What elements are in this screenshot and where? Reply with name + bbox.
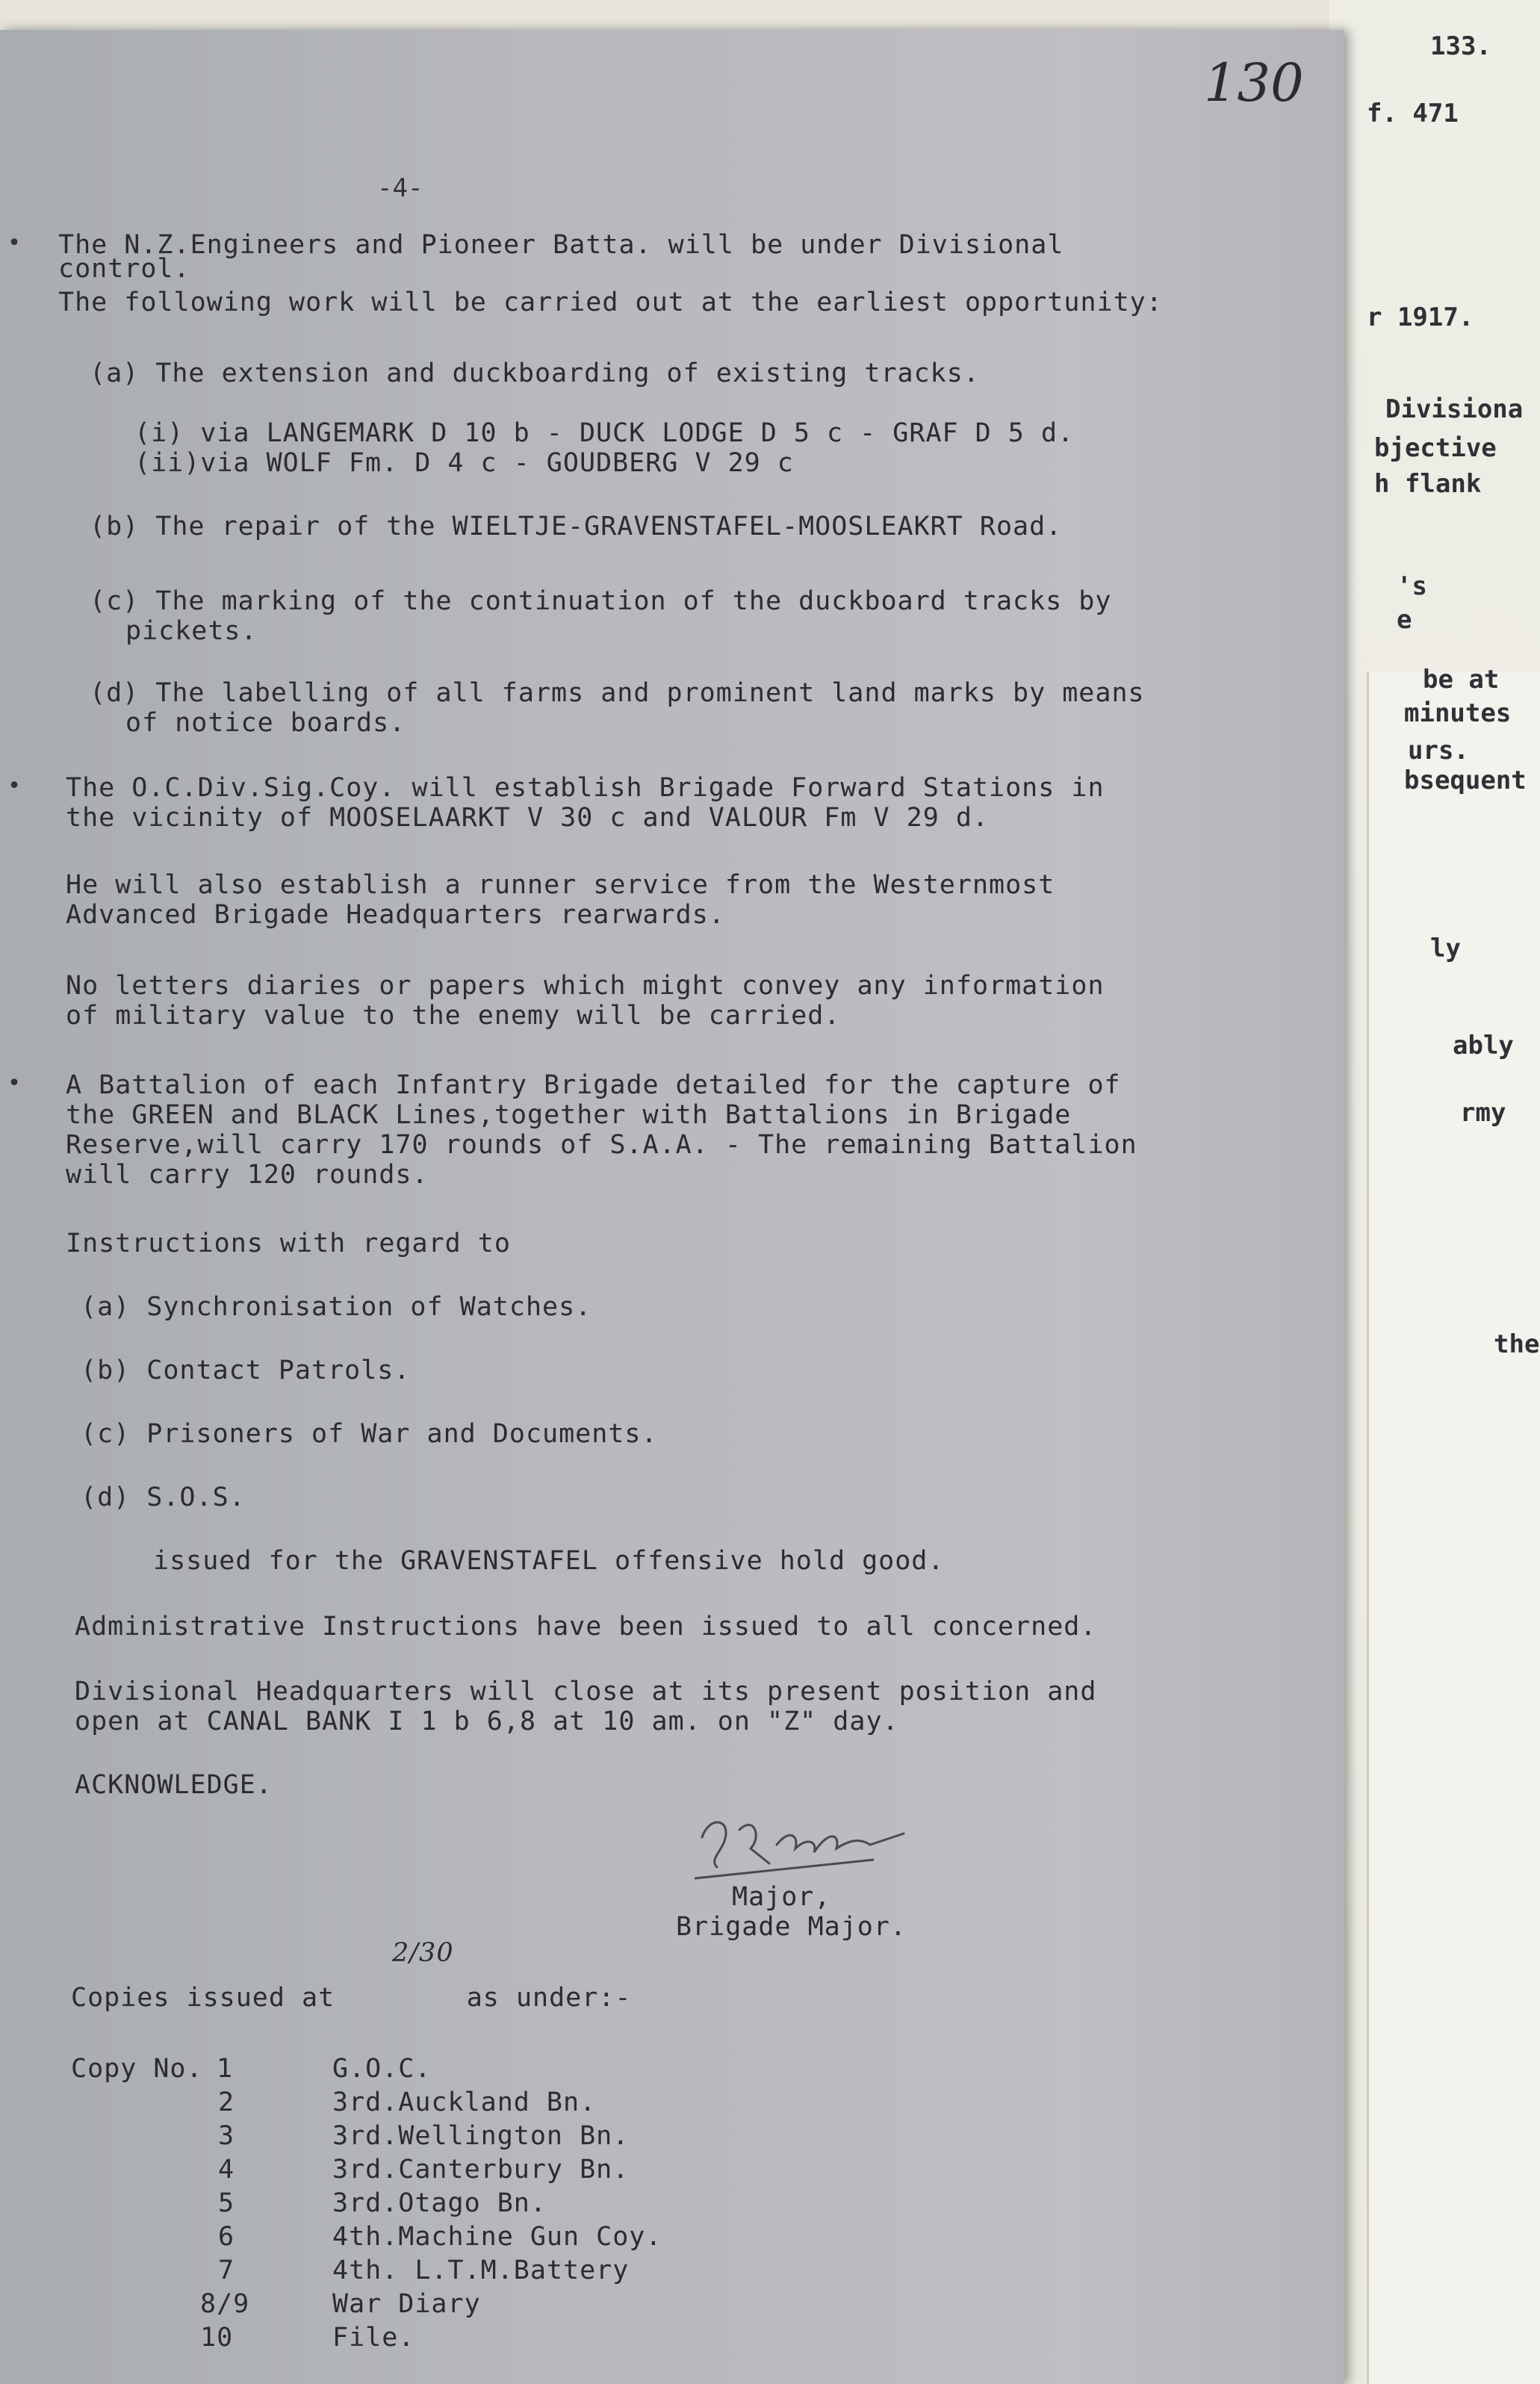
copy-number: 8/9 xyxy=(200,2289,250,2319)
signals-line1: The O.C.Div.Sig.Coy. will establish Brigade Forward Stations in xyxy=(66,773,1105,803)
engineers-line2: control. xyxy=(58,254,190,284)
item-c-line1: (c) The marking of the continuation of the duckboard tracks by xyxy=(90,586,1112,616)
side-fragment: urs. xyxy=(1408,736,1469,766)
letters-line1: No letters diaries or papers which might convey any information xyxy=(66,971,1105,1001)
page-marker: -4- xyxy=(377,173,423,203)
side-fragment: e xyxy=(1397,605,1412,635)
copy-number: 5 xyxy=(218,2188,235,2218)
copy-recipient: G.O.C. xyxy=(332,2054,432,2084)
runner-line2: Advanced Brigade Headquarters rearwards. xyxy=(66,900,725,930)
copy-recipient: War Diary xyxy=(332,2289,481,2319)
instructions-heading: Instructions with regard to xyxy=(66,1229,511,1258)
paragraph-bullet: • xyxy=(7,773,22,799)
copy-number: 1 xyxy=(217,2054,234,2084)
copy-recipient: File. xyxy=(332,2323,415,2353)
item-d-line1: (d) The labelling of all farms and prominent land marks by means xyxy=(90,678,1145,708)
side-fragment: h flank xyxy=(1374,469,1482,499)
item-b: (b) The repair of the WIELTJE-GRAVENSTAFEL-MOOSLEAKRT Road. xyxy=(90,512,1063,541)
side-fragment: rmy xyxy=(1460,1098,1506,1128)
side-fragment: bjective xyxy=(1374,433,1497,463)
side-sheet-ref: f. 471 xyxy=(1367,99,1459,128)
battalion-line4: will carry 120 rounds. xyxy=(66,1160,429,1190)
acknowledge: ACKNOWLEDGE. xyxy=(75,1770,273,1800)
copies-header: Copies issued at as under:- xyxy=(71,1983,632,2013)
underlying-sheet-lower xyxy=(1367,672,1540,2384)
paragraph-bullet: • xyxy=(7,230,22,256)
copy-number: 6 xyxy=(218,2222,235,2252)
handwritten-note: 2/30 xyxy=(392,1938,454,1968)
instruction-a: (a) Synchronisation of Watches. xyxy=(81,1292,592,1322)
copy-prefix: Copy No. xyxy=(71,2054,203,2084)
side-fragment: 's xyxy=(1397,571,1427,601)
issued-for: issued for the GRAVENSTAFEL offensive hold good. xyxy=(153,1546,945,1576)
hq-line1: Divisional Headquarters will close at its present position and xyxy=(75,1677,1097,1707)
side-fragment: ably xyxy=(1453,1031,1514,1061)
copy-number: 2 xyxy=(218,2087,235,2117)
side-fragment: be at xyxy=(1423,665,1500,695)
copy-number: 7 xyxy=(218,2256,235,2285)
copy-number: 3 xyxy=(218,2121,235,2151)
battalion-line3: Reserve,will carry 170 rounds of S.A.A. - The remaining Battalion xyxy=(66,1130,1137,1160)
copy-number: 10 xyxy=(200,2323,234,2353)
copy-recipient: 3rd.Auckland Bn. xyxy=(332,2087,597,2117)
runner-line1: He will also establish a runner service from the Westernmost xyxy=(66,870,1055,900)
following-work: The following work will be carried out at the earliest opportunity: xyxy=(58,288,1163,317)
item-a: (a) The extension and duckboarding of existing tracks. xyxy=(90,358,980,388)
item-a-ii: (ii)via WOLF Fm. D 4 c - GOUDBERG V 29 c xyxy=(134,448,794,478)
copy-number: 4 xyxy=(218,2155,235,2185)
copy-recipient: 3rd.Wellington Bn. xyxy=(332,2121,630,2151)
copy-recipient: 4th.Machine Gun Coy. xyxy=(332,2222,662,2252)
item-a-i: (i) via LANGEMARK D 10 b - DUCK LODGE D 5 c - GRAF D 5 d. xyxy=(134,418,1075,448)
copy-recipient: 3rd.Canterbury Bn. xyxy=(332,2155,630,2185)
side-fragment: Divisiona xyxy=(1385,394,1524,424)
signature-rank: Major, xyxy=(732,1882,831,1912)
paragraph-bullet: • xyxy=(7,1070,22,1096)
page-number: 130 xyxy=(1204,52,1304,114)
item-d-line2: of notice boards. xyxy=(125,708,406,738)
signature-title: Brigade Major. xyxy=(676,1912,907,1942)
instruction-d: (d) S.O.S. xyxy=(81,1483,246,1512)
signals-line2: the vicinity of MOOSELAARKT V 30 c and VALOUR Fm V 29 d. xyxy=(66,803,990,833)
side-sheet-number: 133. xyxy=(1430,31,1491,61)
side-fragment: minutes xyxy=(1404,698,1512,728)
letters-line2: of military value to the enemy will be carried. xyxy=(66,1001,841,1031)
side-sheet-date: r 1917. xyxy=(1367,302,1474,332)
document-page xyxy=(0,30,1344,2384)
battalion-line2: the GREEN and BLACK Lines,together with Battalions in Brigade xyxy=(66,1100,1072,1130)
item-c-line2: pickets. xyxy=(125,616,258,646)
side-fragment: the xyxy=(1494,1329,1540,1359)
side-fragment: bsequent xyxy=(1404,766,1527,795)
instruction-c: (c) Prisoners of War and Documents. xyxy=(81,1419,658,1449)
admin-instructions: Administrative Instructions have been issued to all concerned. xyxy=(75,1612,1097,1642)
hq-line2: open at CANAL BANK I 1 b 6,8 at 10 am. on "Z" day. xyxy=(75,1707,899,1736)
side-fragment: ly xyxy=(1430,934,1461,963)
battalion-line1: A Battalion of each Infantry Brigade detailed for the capture of xyxy=(66,1070,1121,1100)
copy-recipient: 3rd.Otago Bn. xyxy=(332,2188,547,2218)
engineers-line1: The N.Z.Engineers and Pioneer Batta. will be under Divisional xyxy=(58,230,1064,260)
copy-recipient: 4th. L.T.M.Battery xyxy=(332,2256,630,2285)
instruction-b: (b) Contact Patrols. xyxy=(81,1356,411,1385)
handwritten-signature xyxy=(687,1807,926,1890)
